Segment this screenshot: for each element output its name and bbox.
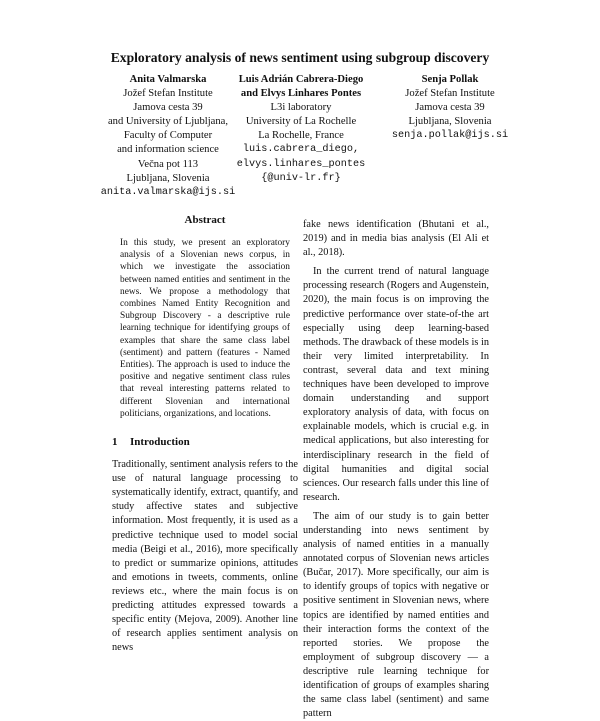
body-paragraph: In the current trend of natural language processing research (Rogers and Augenstein, 2020), the main focus is on improving the predictive performance over state-of-the art especially using deep learning-based methods. The drawback of these models is in their very limited interpretability. In contrast, several data and text mining techniques have been developed to improve domain understanding and support exploratory analysis of data, with focus on explainable models, which is crucial e.g. in medical applications, but also interesting for interdisciplinary research in the field of digital humanities and digital social sciences. Our research falls under this line of research. [303, 266, 489, 503]
section-heading-introduction [112, 436, 298, 448]
author-affiliation-line: Ljubljana, Slovenia [408, 116, 492, 128]
author-affiliation-line: Jamova cesta 39 [133, 102, 203, 114]
left-column [112, 214, 298, 655]
author-name: Senja Pollak [421, 74, 479, 85]
author-affiliation-line: and University of Ljubljana, [107, 116, 229, 128]
abstract-text: In this study, we present an exploratory analysis of a Slovenian news corpus, in which we investigate the association between named entities and sentiment in the news. We propose a methodology that combines Named Entity Recognition and Subgroup Discovery - a descriptive rule learning technique for identifying groups of examples that share the same class label (sentiment) and pattern (features - Named Entities). The approach is used to induce the positive and negative sentiment class rules that reveal interesting patterns related to different Slovenian and international politicians, organizations, and locations. [120, 238, 290, 419]
paper-title: Exploratory analysis of news sentiment using subgroup discovery [110, 50, 490, 65]
section-number: 1 [112, 436, 118, 449]
introduction-paragraph: Traditionally, sentiment analysis refers to the use of natural language processing to systematically identify, extract, quantify, and study affective states and subjective information. Most frequently, it is used as a predictive technique used to model social media (Beigi et al., 2016), more specifically to predict or summarize opinions, attitudes and emotions in tweets, comments, online reviews etc., where the main focus is on predicting attitudes expressed towards a specific entity (Mejova, 2009). Another line of research applies sentiment analysis on news [112, 459, 298, 654]
section-title: Introduction [130, 436, 190, 449]
author-email-domain: {@univ-lr.fr} [261, 172, 341, 184]
author-affiliation-line: Faculty of Computer [123, 130, 213, 142]
author-email: anita.valmarska@ijs.si [100, 186, 236, 198]
abstract-heading: Abstract [184, 214, 226, 226]
author-affiliation-line: Jožef Stefan Institute [123, 88, 213, 100]
author-affiliation-line: La Rochelle, France [258, 130, 344, 142]
author-affiliation-line: Jamova cesta 39 [415, 102, 485, 114]
author-affiliation-line: and information science [117, 144, 219, 156]
author-name: and Elvys Linhares Pontes [240, 88, 362, 100]
right-column [303, 214, 489, 721]
author-affiliation-line: University of La Rochelle [245, 116, 357, 128]
author-block-pollak [375, 73, 525, 143]
body-paragraph: The aim of our study is to gain better understanding into news sentiment by analysis of named entities in a manually annotated corpus of Slovenian news articles (Bučar, 2017). More specifically, our aim is to identify groups of topics with negative or positive sentiment in Slovenian news, where topics are identified by named entities and their interaction forms the context of the reported stories. We propose the employment of subgroup discovery — a descriptive rule learning technique for identification of groups of examples sharing the same class label (sentiment) and same pattern [303, 510, 489, 720]
author-affiliation-line: Ljubljana, Slovenia [126, 172, 210, 184]
author-name: Luis Adrián Cabrera-Diego [238, 74, 364, 85]
body-paragraph: fake news identification (Bhutani et al., 2019) and in media bias analysis (El Ali et al., 2018). [303, 219, 489, 259]
author-block-cabrera-diego-linhares-pontes [216, 73, 386, 186]
author-affiliation-line: Jožef Stefan Institute [405, 88, 495, 100]
author-affiliation-line: L3i laboratory [270, 102, 332, 114]
author-name: Anita Valmarska [129, 74, 207, 85]
author-email: senja.pollak@ijs.si [391, 130, 509, 142]
author-email: luis.cabrera_diego, [242, 144, 360, 156]
author-email: elvys.linhares_pontes [236, 158, 366, 170]
author-affiliation-line: Večna pot 113 [137, 158, 199, 170]
